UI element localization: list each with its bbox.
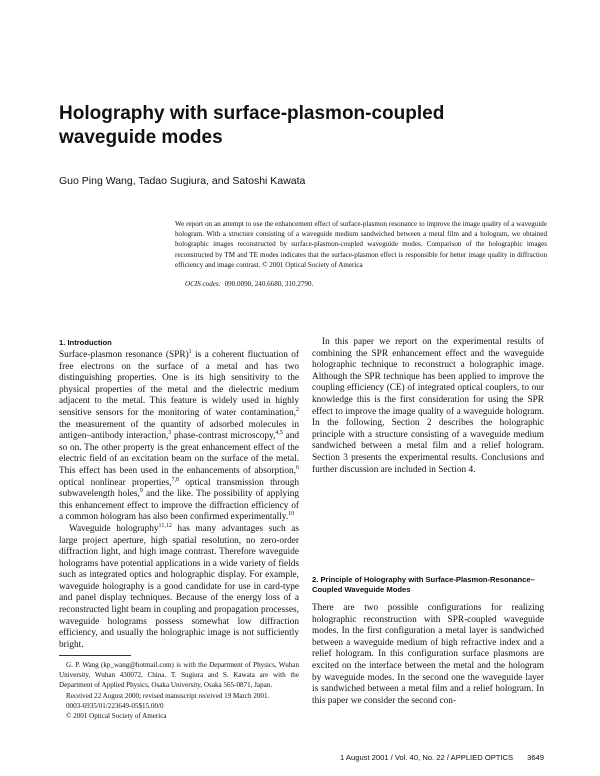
received-dates: Received 22 August 2000; revised manuscript received 19 March 2001. — [66, 691, 270, 700]
intro-paragraph-3: In this paper we report on the experimental results of combining the SPR enhancement effect and the waveguide holographic technique to reconstruct a holographic image. Although the SPR technique has been applied to improve the coupling efficiency (CE) of integrated optical couplers, to our knowledge this is the first consideration for using the SPR effect to improve the image quality of a waveguide hologram. In the following, Section 2 describes the holographic principle with a structure consisting of a waveguide medium sandwiched between a metal film and a relief hologram. Section 3 presents the experimental results. Conclusions and further discussion are included in Section 4. — [312, 337, 544, 475]
article-code: 0003-6935/01/223649-05$15.00/0 — [66, 701, 164, 710]
text-run: Waveguide holography — [69, 523, 159, 534]
text-run: has many advantages such as large project aperture, high spatial resolution, no zero-order diffraction light, and high image contrast. Therefore waveguide holograms have potential applications in a wide variety of fields such as integrated optics and holographic display. For example, waveguide holography is a good candidate for use in card-type and panel display techniques. Because of the energy loss of a reconstructed light beam in coupling and propagation processes, waveguide holograms possess somewhat low diffraction efficiency, and usually the holographic image is not sufficiently bright. — [59, 523, 299, 650]
text-run: optical nonlinear properties, — [59, 477, 172, 488]
ocis-label: OCIS codes: — [185, 280, 222, 288]
footnote-rule — [59, 655, 131, 656]
citation-ref: 4,5 — [275, 430, 283, 437]
intro-paragraph-2-start — [59, 524, 299, 652]
text-run: and the like. The possibility of applying this enhancement effect to improve the diffraction efficiency of a common hologram has also been confirmed experimentally. — [59, 489, 300, 523]
citation-ref: 2 — [296, 406, 299, 413]
author-affiliation: G. P. Wang (kp_wang@hotmail.com) is with the Department of Physics, Wuhan University, Wuhan 430072, China. T. Sugiura and S. Kawata are with the Department of Applied Physics, Osaka University, Osaka 565-0871, Japan. — [59, 661, 299, 690]
ocis-codes — [185, 279, 545, 289]
text-run: is a coherent fluctuation of free electrons on the surface of a metal and has two distinguishing properties. One is its high sensitivity to the physical properties of the metal and the dielectric medium adjacent to the metal. This feature is widely used in highly sensitive sensors for the monitoring of water contamination, — [59, 350, 299, 418]
author-list: Guo Ping Wang, Tadao Sugiura, and Satoshi Kawata — [59, 175, 306, 187]
text-run: the measurement of the quantity of adsorbed molecules in antigen–antibody interaction, — [59, 419, 299, 442]
citation-ref: 6 — [296, 464, 299, 471]
left-column — [59, 350, 299, 651]
section-2-heading: 2. Principle of Holography with Surface-Plasmon-Resonance–Coupled Waveguide Modes — [312, 575, 535, 594]
intro-paragraph-1 — [59, 350, 299, 524]
citation-ref: 3 — [168, 430, 172, 437]
citation-ref: 1 — [188, 348, 192, 355]
text-run: Surface-plasmon resonance (SPR) — [59, 350, 189, 360]
text-run: optical transmission through subwavelength holes, — [59, 477, 299, 500]
copyright-notice: © 2001 Optical Society of America — [66, 712, 167, 721]
section-2-paragraph-1: There are two possible configurations for realizing holographic reconstruction with SPR-coupled waveguide modes. In the first configuration a metal layer is sandwiched between a waveguide medium of high refractive index and a relief hologram. In this configuration surface plasmons are excited on the interface between the metal and the hologram by waveguide modes. In the second one the waveguide layer is sandwiched between a metal film and a relief hologram. In this paper we consider the second con- — [312, 603, 544, 706]
citation-ref: 7,8 — [171, 476, 179, 483]
ocis-values: 090.0090, 240.6680, 310.2790. — [224, 280, 314, 288]
citation-ref: 9 — [139, 488, 143, 495]
section-1-heading: 1. Introduction — [59, 338, 112, 347]
text-run: phase-contrast microscopy, — [171, 431, 276, 442]
journal-citation: 1 August 2001 / Vol. 40, No. 22 / APPLIED OPTICS — [340, 753, 514, 762]
paper-title: Holography with surface-plasmon-coupled waveguide modes — [59, 103, 445, 148]
page-footer — [300, 753, 544, 763]
right-column — [312, 337, 544, 476]
citation-ref: 11,12 — [158, 522, 172, 529]
abstract: We report on an attempt to use the enhancement effect of surface-plasmon resonance to improve the image quality of a waveguide hologram. With a structure consisting of a waveguide medium sandwiched between a metal film and a hologram, we obtained holographic images reconstructed by surface-plasmon-coupled waveguide modes. Comparison of the holographic images reconstructed by TM and TE modes indicates that the surface-plasmon effect is responsible for better image quality in diffraction efficiency and image contrast. © 2001 Optical Society of America — [175, 220, 547, 269]
page-number: 3649 — [527, 753, 544, 762]
section-2-body — [312, 603, 544, 707]
footnote — [59, 660, 299, 721]
text-run: and so on. The other property is the great enhancement effect of the electric field of an excitation beam on the surface of the metal. This effect has been used in the enhancements of absorption, — [59, 431, 300, 476]
citation-ref: 10 — [288, 511, 295, 518]
